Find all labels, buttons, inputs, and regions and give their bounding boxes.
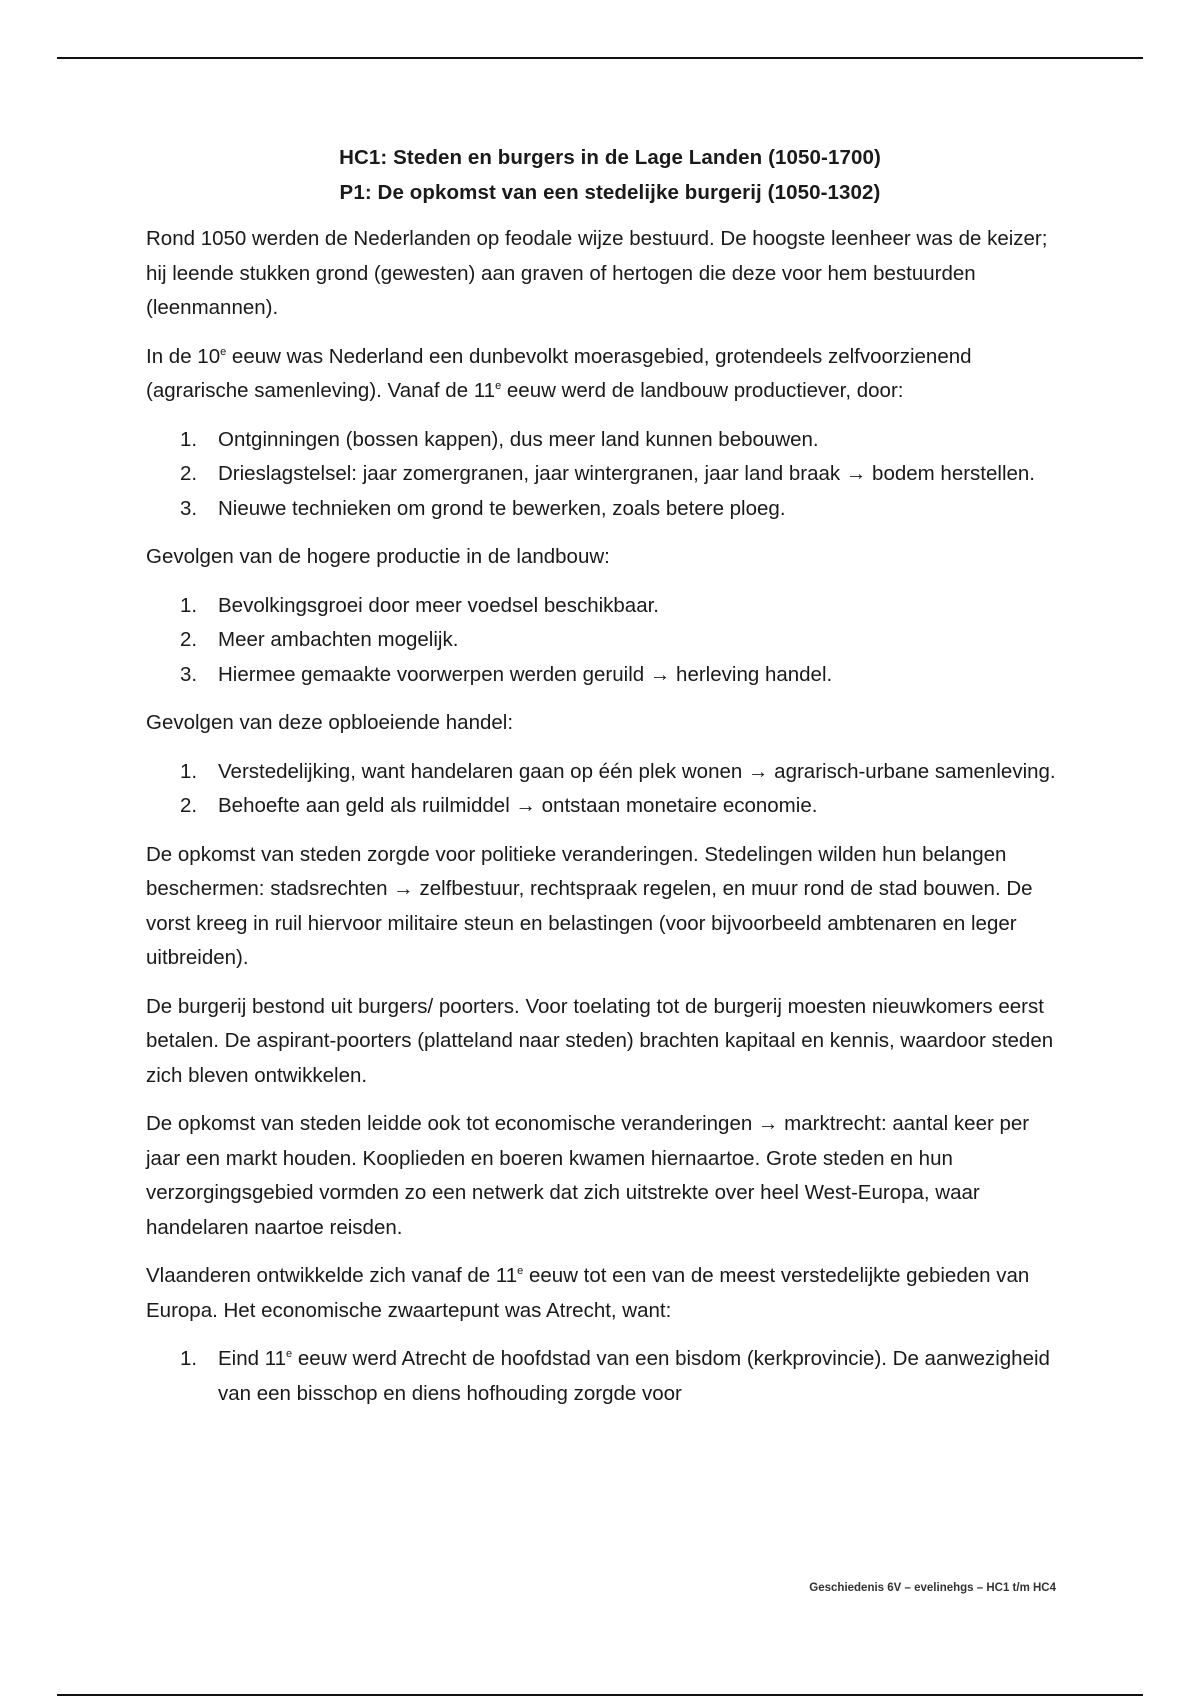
document-body: [146, 140, 1066, 1425]
chapter-title: HC1: Steden en burgers in de Lage Landen (1050-1700): [339, 146, 881, 169]
list-item: 2. Behoefte aan geld als ruilmiddel → ontstaan monetaire economie.: [180, 794, 818, 817]
page-footer: Geschiedenis 6V – evelinehgs – HC1 t/m HC4: [809, 1582, 1056, 1594]
paragraph-gevolgen-landbouw: Gevolgen van de hogere productie in de landbouw:: [146, 545, 610, 568]
top-rule: [57, 57, 1143, 59]
list-item: 2. Drieslagstelsel: jaar zomergranen, jaar wintergranen, jaar land braak → bodem herstellen.: [180, 462, 1035, 485]
paragraph-landbouw: In de 10e eeuw was Nederland een dunbevolkt moerasgebied, grotendeels zelfvoorzienend (agrarische samenleving). Vanaf de 11e eeuw werd de landbouw productiever, door:: [146, 344, 972, 402]
paragraph-vlaanderen: Vlaanderen ontwikkelde zich vanaf de 11e eeuw tot een van de meest verstedelijkte gebieden van Europa. Het economische zwaartepunt was Atrecht, want:: [146, 1264, 1030, 1322]
paragraph-politiek: De opkomst van steden zorgde voor politieke veranderingen. Stedelingen wilden hun belangen beschermen: stadsrechten → zelfbestuur, rechtspraak regelen, en muur rond de stad bouwen. De vorst kreeg in ruil hiervoor militaire steun en belastingen (voor bijvoorbeeld ambtenaren en leger uitbreiden).: [146, 842, 1033, 969]
list-item: 1. Eind 11e eeuw werd Atrecht de hoofdstad van een bisdom (kerkprovincie). De aanwezigheid van een bisschop en diens hofhouding zorgde voor: [180, 1347, 1050, 1405]
list-item: 2. Meer ambachten mogelijk.: [180, 628, 459, 651]
list-gevolgen-handel: [146, 755, 1066, 824]
list-item: 3. Hiermee gemaakte voorwerpen werden geruild → herleving handel.: [180, 662, 833, 686]
list-gevolgen-landbouw: [146, 589, 1066, 693]
list-item: 1. Bevolkingsgroei door meer voedsel beschikbaar.: [180, 593, 660, 617]
list-item: 3. Nieuwe technieken om grond te bewerken, zoals betere ploeg.: [180, 496, 786, 520]
paragraph-feodal: Rond 1050 werden de Nederlanden op feodale wijze bestuurd. De hoogste leenheer was de keizer; hij leende stukken grond (gewesten) aan graven of hertogen die deze voor hem bestuurden (leenmannen).: [146, 227, 1048, 319]
bottom-rule: [57, 1694, 1143, 1696]
section-title: P1: De opkomst van een stedelijke burgerij (1050-1302): [339, 181, 881, 204]
list-landbouw-oorzaken: [146, 423, 1066, 527]
paragraph-burgerij: De burgerij bestond uit burgers/ poorters. Voor toelating tot de burgerij moesten nieuwkomers eerst betalen. De aspirant-poorters (platteland naar steden) brachten kapitaal en kennis, waardoor steden zich bleven ontwikkelen.: [146, 994, 1054, 1087]
paragraph-economisch: De opkomst van steden leidde ook tot economische veranderingen → marktrecht: aantal keer per jaar een markt houden. Kooplieden en boeren kwamen hiernaartoe. Grote steden en hun verzorgingsgebied vormden zo een netwerk dat zich uitstrekte over heel West-Europa, waar handelaren naartoe reisden.: [146, 1112, 1030, 1239]
title-block: [154, 140, 1066, 210]
list-item: 1. Verstedelijking, want handelaren gaan op één plek wonen → agrarisch-urbane samenleving.: [180, 759, 1056, 783]
list-atrecht: [146, 1342, 1066, 1411]
list-item: 1. Ontginningen (bossen kappen), dus meer land kunnen bebouwen.: [180, 427, 819, 451]
paragraph-gevolgen-handel: Gevolgen van deze opbloeiende handel:: [146, 711, 514, 734]
